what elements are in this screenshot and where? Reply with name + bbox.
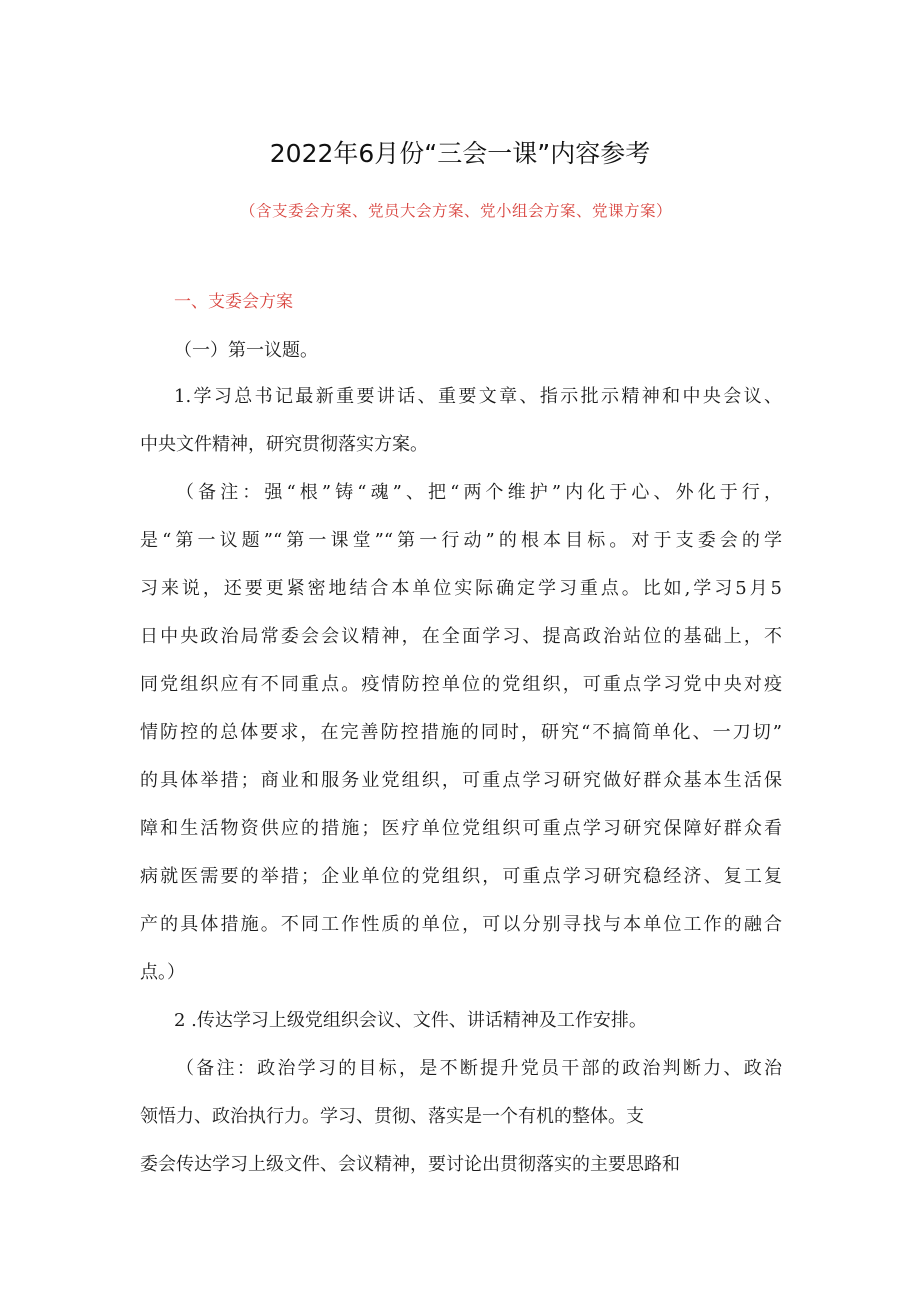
body-line: 情防控的总体要求，在完善防控措施的同时，研究“不搞简单化、一刀切” bbox=[140, 722, 782, 743]
body-line: 中央文件精神，研究贯彻落实方案。 bbox=[140, 434, 428, 455]
body-line: 领悟力、政治执行力。学习、贯彻、落实是一个有机的整体。支 bbox=[140, 1106, 644, 1127]
body-line: （备注：强“根”铸“魂”、把“两个维护”内化于心、外化于行， bbox=[176, 482, 782, 503]
body-line: 点。） bbox=[140, 962, 185, 983]
body-line: 的具体举措；商业和服务业党组织，可重点学习研究做好群众基本生活保 bbox=[140, 770, 782, 791]
body-line: 同党组织应有不同重点。疫情防控单位的党组织，可重点学习党中央对疫 bbox=[140, 674, 782, 695]
body-line: 日中央政治局常委会会议精神，在全面学习、提高政治站位的基础上，不 bbox=[140, 626, 782, 647]
document-title: 2022年6月份“三会一课”内容参考 bbox=[269, 139, 651, 168]
body-line: 障和生活物资供应的措施；医疗单位党组织可重点学习研究保障好群众看 bbox=[140, 818, 782, 839]
section-heading: 一、支委会方案 bbox=[174, 292, 293, 312]
body-line: 是“第一议题”“第一课堂”“第一行动”的根本目标。对于支委会的学 bbox=[140, 530, 782, 551]
subsection-heading: （一）第一议题。 bbox=[174, 340, 318, 361]
body-line: 1.学习总书记最新重要讲话、重要文章、指示批示精神和中央会议、 bbox=[174, 386, 782, 407]
document-subtitle: （含支委会方案、党员大会方案、党小组会方案、党课方案） bbox=[240, 202, 673, 220]
body-line: 委会传达学习上级文件、会议精神，要讨论出贯彻落实的主要思路和 bbox=[140, 1154, 680, 1175]
body-line: 2 .传达学习上级党组织会议、文件、讲话精神及工作安排。 bbox=[174, 1010, 647, 1031]
body-line: 病就医需要的举措；企业单位的党组织，可重点学习研究稳经济、复工复 bbox=[140, 866, 782, 887]
body-line: 产的具体措施。不同工作性质的单位，可以分别寻找与本单位工作的融合 bbox=[140, 914, 782, 935]
body-line: 习来说，还要更紧密地结合本单位实际确定学习重点。比如,学习5月5 bbox=[140, 578, 782, 599]
body-line: （备注：政治学习的目标，是不断提升党员干部的政治判断力、政治 bbox=[176, 1058, 782, 1079]
